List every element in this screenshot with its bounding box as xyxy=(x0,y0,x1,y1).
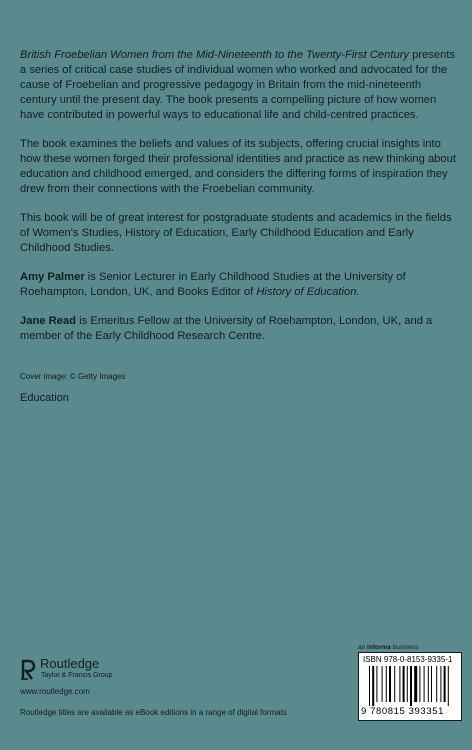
routledge-logo-icon xyxy=(20,657,36,681)
barcode-bar xyxy=(440,666,441,702)
barcode-bar xyxy=(407,666,408,702)
publisher-name: Routledge xyxy=(40,656,100,671)
blurb-paragraph-3: This book will be of great interest for postgraduate students and academics in the fields of Women's Studies, History of Education, Early Childhood Education and Early Childhood Studies. xyxy=(20,212,452,254)
isbn-label: ISBN 978-0-8153-9335-1 xyxy=(363,655,453,664)
ebook-note: Routledge titles are available as eBook editions in a range of digital formats xyxy=(20,708,287,717)
barcode-bar xyxy=(436,666,437,702)
barcode-bar xyxy=(444,666,446,702)
author-bio-1: Amy Palmer is Senior Lecturer in Early Childhood Studies at the University of Roehampton, London, UK, and Books Editor of History of Education. xyxy=(20,271,406,298)
blurb-paragraph-1: British Froebelian Women from the Mid-Nineteenth to the Twenty-First Century presents a series of critical case studies of individual women who worked and advocated for the cause of Froebelian and progressive pedagogy in Britain from the mid-nineteenth century until the present day. The book presents a compelling picture of how women have contributed in powerful ways to educational life and child-centred practices. xyxy=(20,49,456,121)
cover-image-credit: Cover image: © Getty Images xyxy=(20,372,126,381)
barcode-bar xyxy=(369,666,370,706)
barcode-bar xyxy=(410,666,412,706)
barcode-bar xyxy=(394,666,395,702)
barcode-bar xyxy=(414,666,417,702)
barcode-bar xyxy=(372,666,374,706)
barcode-bar xyxy=(403,666,405,702)
back-cover-blurb xyxy=(20,48,460,358)
author-name-1: Amy Palmer xyxy=(20,271,85,283)
subject-category: Education xyxy=(20,392,69,404)
publisher-website[interactable]: www.routledge.com xyxy=(20,687,90,696)
blurb-paragraph-2: The book examines the beliefs and values of its subjects, offering crucial insights into how these women forged their professional identities and practice as new thinking about education and childhood emerged, and considers the differing forms of inspiration they drew from their connections with the Froebelian community. xyxy=(20,138,456,195)
barcode-bar xyxy=(376,666,377,702)
author-name-2: Jane Read xyxy=(20,315,76,327)
barcode xyxy=(358,652,462,721)
ean-digits: 9 780815 393351 xyxy=(361,706,444,717)
author-bio-2: Jane Read is Emeritus Fellow at the University of Roehampton, London, UK, and a member of the Early Childhood Research Centre. xyxy=(20,315,433,342)
publisher-subtitle: Taylor & Francis Group xyxy=(41,672,113,679)
book-title: British Froebelian Women from the Mid-Nineteenth to the Twenty-First Century xyxy=(20,49,410,61)
barcode-bar xyxy=(389,666,391,702)
informa-tagline: an informa business xyxy=(358,644,419,651)
barcode-bar xyxy=(424,666,425,702)
barcode-bar xyxy=(431,666,432,702)
barcode-bar xyxy=(448,666,449,706)
barcode-bar xyxy=(382,666,383,702)
barcode-bar xyxy=(419,666,420,702)
barcode-bars xyxy=(369,666,453,706)
barcode-bar xyxy=(428,666,429,702)
barcode-bar xyxy=(399,666,400,702)
barcode-bar xyxy=(386,666,387,702)
journal-title: History of Education. xyxy=(256,286,360,298)
